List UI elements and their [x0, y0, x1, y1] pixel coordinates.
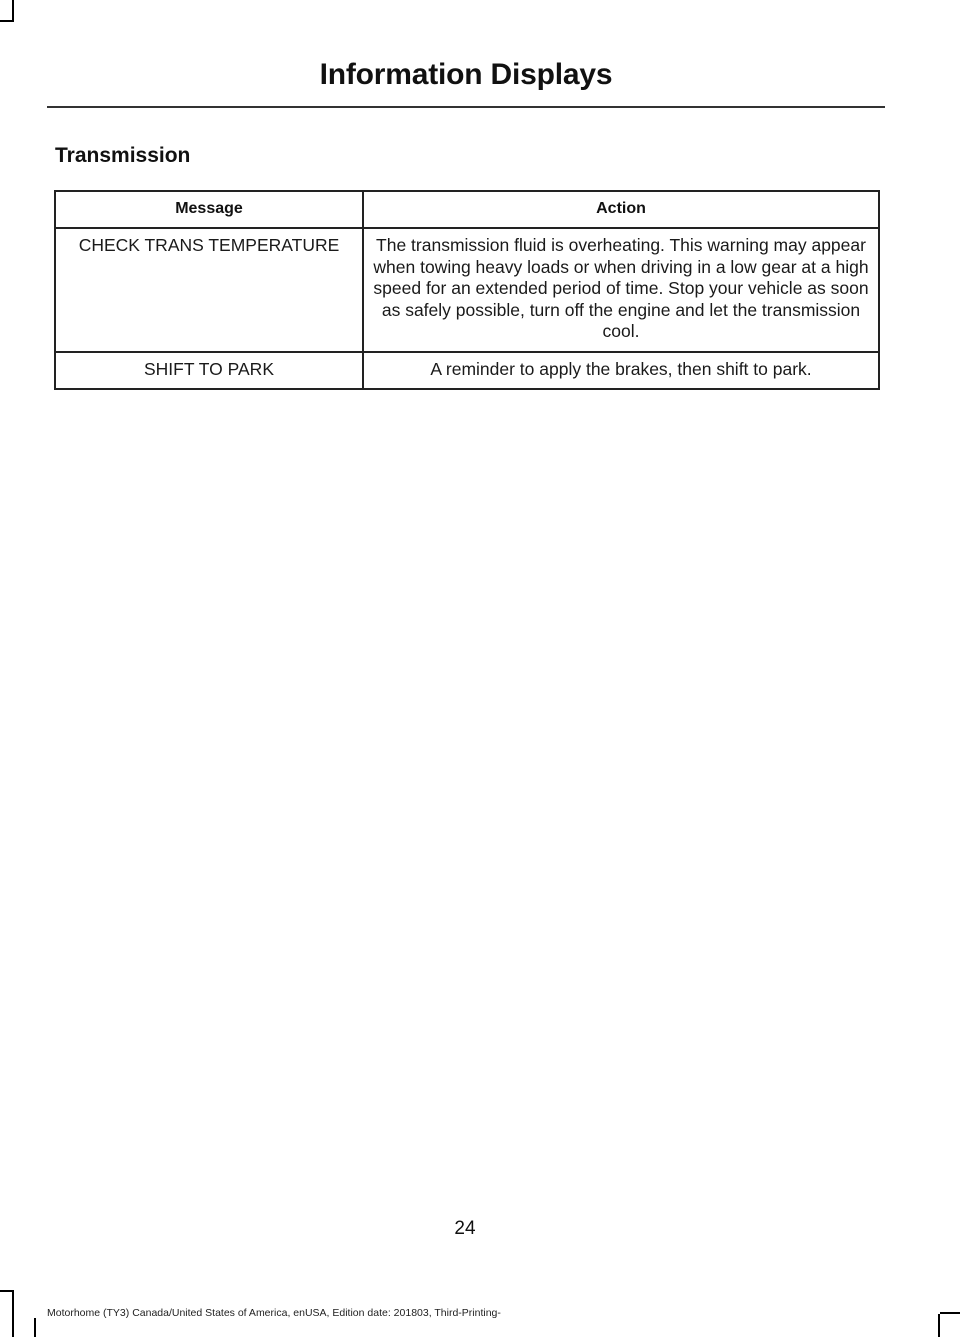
column-header-message: Message: [55, 191, 363, 228]
crop-mark-bottom-left-inner: [34, 1318, 36, 1337]
page-title: Information Displays: [319, 58, 613, 91]
action-cell: The transmission fluid is overheating. This warning may appear when towing heavy loads or when driving in a low gear at a high speed for an extended period of time. Stop your vehicle as soon as safely possible, turn off the engine and let the transmission cool.: [363, 228, 879, 352]
crop-mark-bottom-left-vertical: [12, 1292, 14, 1337]
footer-edition-text: Motorhome (TY3) Canada/United States of America, enUSA, Edition date: 201803, Third-Printing-: [47, 1307, 501, 1319]
message-cell: SHIFT TO PARK: [55, 352, 363, 390]
page-number: 24: [454, 1218, 476, 1239]
table-row: [55, 352, 879, 390]
action-cell: A reminder to apply the brakes, then shift to park.: [363, 352, 879, 390]
section-title: Transmission: [55, 144, 191, 167]
crop-mark-top-left-horizontal: [0, 20, 14, 22]
crop-mark-top-left-vertical: [12, 0, 14, 20]
crop-mark-bottom-right-vertical: [938, 1314, 940, 1337]
crop-mark-bottom-left-horizontal: [0, 1290, 14, 1292]
column-header-action: Action: [363, 191, 879, 228]
table-row: [55, 228, 879, 352]
header-rule: [47, 106, 885, 108]
message-table: [54, 190, 880, 390]
message-cell: CHECK TRANS TEMPERATURE: [55, 228, 363, 352]
crop-mark-bottom-right-horizontal: [940, 1312, 960, 1314]
page-header: [47, 58, 885, 92]
table-header-row: [55, 191, 879, 228]
